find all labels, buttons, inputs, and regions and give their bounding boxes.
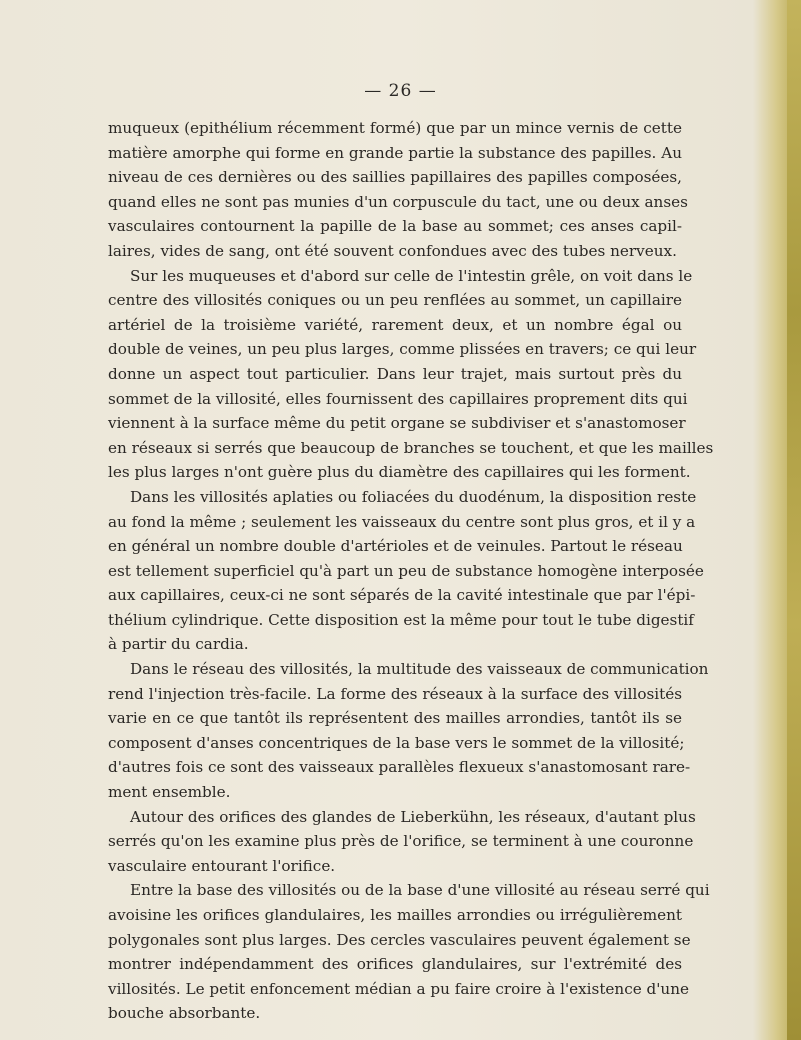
text-line: vasculaire entourant l'orifice. [108,856,336,875]
text-line: quand elles ne sont pas munies d'un corpuscule du tact, une ou deux anses [108,192,688,211]
page-number: — 26 — [364,81,437,101]
text-line: Dans les villosités aplaties ou foliacées du duodénum, la disposition reste [130,487,697,506]
text-line: serrés qu'on les examine plus près de l'orifice, se terminent à une couronne [108,832,694,851]
text-line: composent d'anses concentriques de la base vers le sommet de la villosité; [108,733,685,752]
text-line: à partir du cardia. [108,635,249,654]
text-line: viennent à la surface même du petit organe se subdiviser et s'anastomoser [108,414,686,433]
text-line: est tellement superficiel qu'à part un peu de substance homogène interposée [108,561,704,580]
text-line: Sur les muqueuses et d'abord sur celle de l'intestin grêle, on voit dans le [130,266,693,285]
text-line: muqueux (epithélium récemment formé) que par un mince vernis de cette [108,119,682,137]
text-line: au fond la même ; seulement les vaisseaux du centre sont plus gros, et il y a [108,512,696,531]
text-line: ment ensemble. [108,783,231,802]
text-line: matière amorphe qui forme en grande partie la substance des papilles. Au [108,143,682,162]
text-line: Autour des orifices des glandes de Lieberkühn, les réseaux, d'autant plus [130,807,696,826]
text-line: vasculaires contournent la papille de la base au sommet; ces anses capil- [108,217,682,236]
text-line: double de veines, un peu plus larges, comme plissées en travers; ce qui leur [108,340,697,359]
text-line: villosités. Le petit enfoncement médian a pu faire croire à l'existence d'une [108,979,689,998]
text-line: avoisine les orifices glandulaires, les mailles arrondies ou irrégulièrement [108,906,682,924]
text-line: varie en ce que tantôt ils représentent des mailles arrondies, tantôt ils se [108,709,682,728]
text-line: thélium cylindrique. Cette disposition est la même pour tout le tube digestif [108,610,694,629]
text-line: montrer indépendamment des orifices glandulaires, sur l'extrémité des [108,955,682,974]
page-edge [787,0,801,1040]
text-line: rend l'injection très-facile. La forme des réseaux à la surface des villosités [108,684,682,703]
text-line: polygonales sont plus larges. Des cercles vasculaires peuvent également se [108,930,691,949]
text-line: en général un nombre double d'artérioles et de veinules. Partout le réseau [108,537,683,556]
text-line: Entre la base des villosités ou de la base d'une villosité au réseau serré qui [130,881,710,900]
text-line: centre des villosités coniques ou un peu renflées au sommet, un capillaire [108,291,682,310]
text-line: sommet de la villosité, elles fournissent des capillaires proprement dits qui [108,389,688,408]
text-line: aux capillaires, ceux-ci ne sont séparés de la cavité intestinale que par l'épi- [108,586,696,605]
text-line: en réseaux si serrés que beaucoup de branches se touchent, et que les mailles [108,438,714,457]
text-line: artériel de la troisième variété, rarement deux, et un nombre égal ou [108,315,682,334]
text-line: niveau de ces dernières ou des saillies papillaires des papilles composées, [108,168,682,187]
text-line: les plus larges n'ont guère plus du diamètre des capillaires qui les forment. [108,463,691,482]
text-line: d'autres fois ce sont des vaisseaux parallèles flexueux s'anastomosant rare- [108,758,691,777]
text-line: donne un aspect tout particulier. Dans leur trajet, mais surtout près du [108,364,682,383]
text-line: bouche absorbante. [108,1004,261,1023]
text-line: Dans le réseau des villosités, la multitude des vaisseaux de communication [130,660,709,679]
body-text [108,116,714,1026]
text-line: laires, vides de sang, ont été souvent confondues avec des tubes nerveux. [108,241,677,260]
